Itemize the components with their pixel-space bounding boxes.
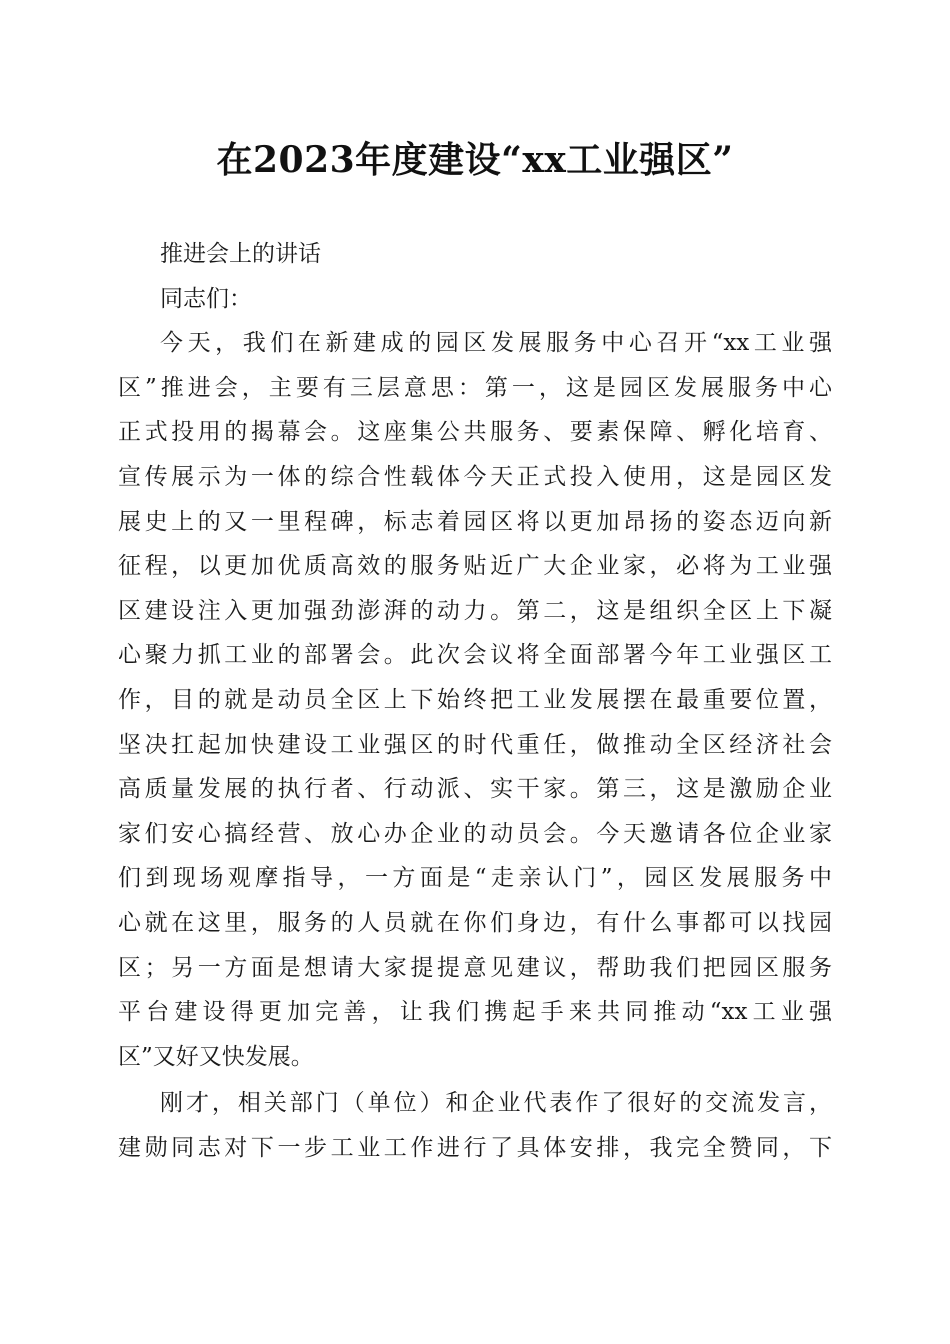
paragraph-line: 今天，我们在新建成的园区发展服务中心召开“xx工业强 (160, 330, 832, 357)
paragraph-line: 坚决扛起加快建设工业强区的时代重任，做推动全区经济社会 (118, 731, 832, 758)
paragraph-line: 征程，以更加优质高效的服务贴近广大企业家，必将为工业强 (118, 553, 832, 580)
paragraph-line: 区”推进会，主要有三层意思：第一，这是园区发展服务中心 (118, 374, 832, 401)
paragraph-line: 们到现场观摩指导，一方面是“走亲认门”，园区发展服务中 (118, 865, 832, 892)
document-body (118, 232, 832, 1170)
paragraph-line: 展史上的又一里程碑，标志着园区将以更加昂扬的姿态迈向新 (118, 508, 832, 535)
paragraph-line: 正式投用的揭幕会。这座集公共服务、要素保障、孵化培育、 (118, 419, 832, 446)
paragraph-line: 心就在这里，服务的人员就在你们身边，有什么事都可以找园 (118, 909, 832, 936)
paragraph-line: 家们安心搞经营、放心办企业的动员会。今天邀请各位企业家 (118, 820, 832, 847)
paragraph-line: 区”又好又快发展。 (118, 1043, 314, 1070)
paragraph-line: 建勋同志对下一步工业工作进行了具体安排，我完全赞同，下 (118, 1134, 832, 1161)
salutation: 同志们： (160, 285, 252, 312)
paragraph-2 (118, 1081, 832, 1170)
paragraph-line: 作，目的就是动员全区上下始终把工业发展摆在最重要位置， (118, 686, 832, 713)
document-title: 在2023年度建设“xx工业强区” (216, 139, 734, 181)
paragraph-line: 区建设注入更加强劲澎湃的动力。第二，这是组织全区上下凝 (118, 597, 832, 624)
paragraph-line: 刚才，相关部门（单位）和企业代表作了很好的交流发言， (160, 1090, 832, 1117)
paragraph-line: 平台建设得更加完善，让我们携起手来共同推动“xx工业强 (118, 999, 832, 1026)
paragraph-line: 心聚力抓工业的部署会。此次会议将全面部署今年工业强区工 (118, 642, 832, 669)
paragraph-line: 区；另一方面是想请大家提提意见建议，帮助我们把园区服务 (118, 954, 832, 981)
paragraph-line: 宣传展示为一体的综合性载体今天正式投入使用，这是园区发 (118, 463, 832, 490)
paragraph-line: 高质量发展的执行者、行动派、实干家。第三，这是激励企业 (118, 776, 832, 803)
document-subtitle: 推进会上的讲话 (160, 241, 321, 267)
paragraph-1 (118, 321, 832, 1079)
